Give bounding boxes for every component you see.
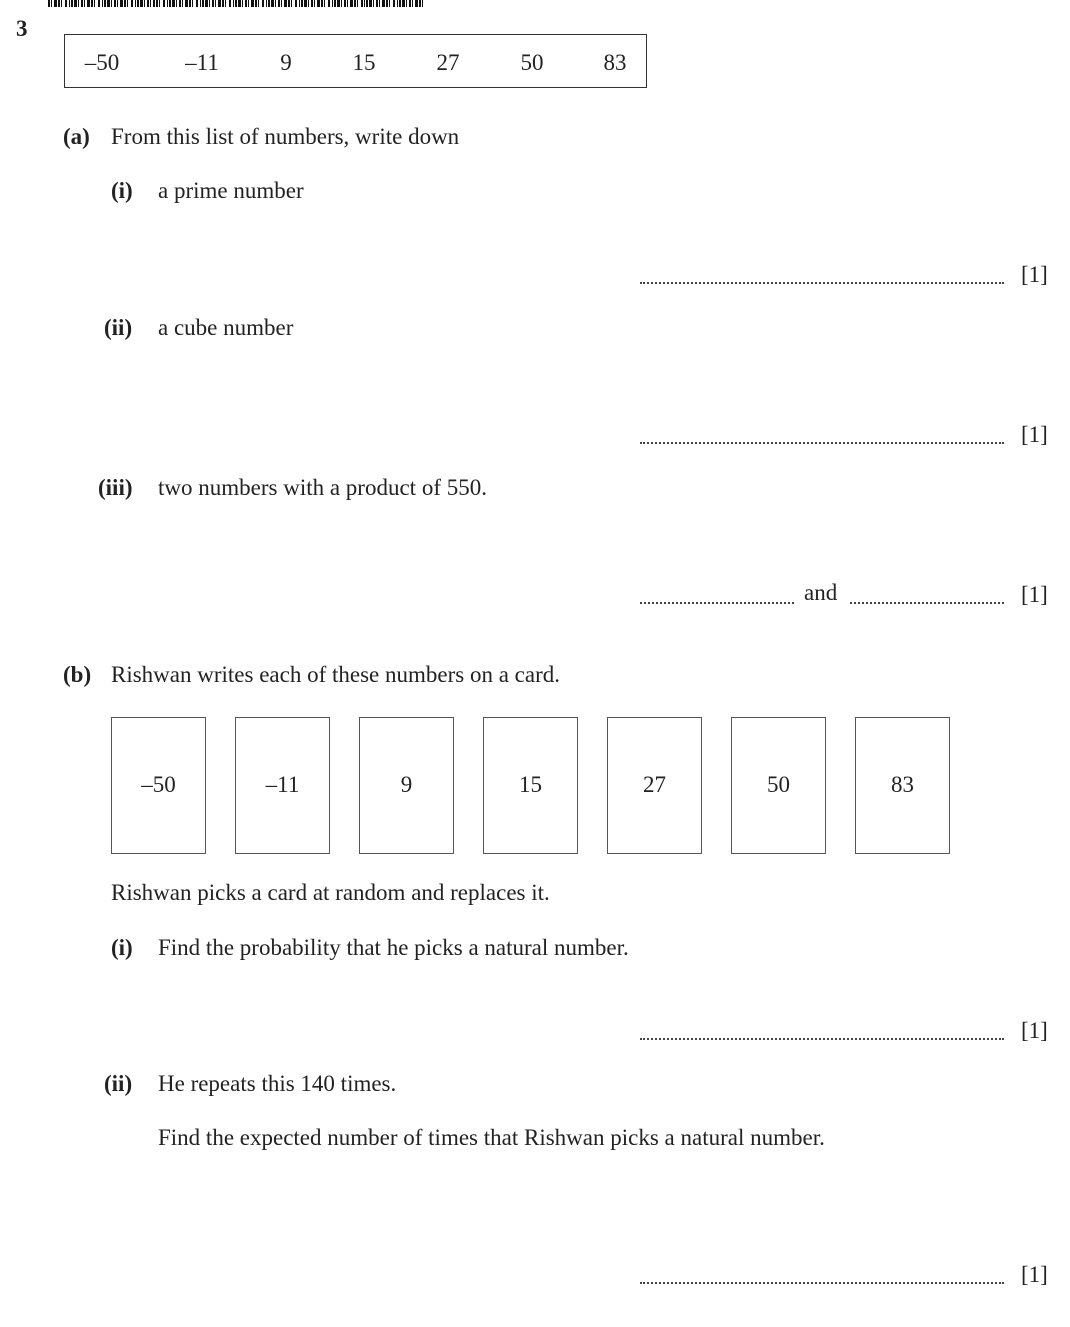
number-card [731,717,826,854]
part-b-intro: Rishwan writes each of these numbers on a card. [111,662,560,687]
number-card [855,717,950,854]
part-a-i-label: (i) [111,178,133,203]
list-number: 9 [280,50,292,75]
part-b-label: (b) [63,662,92,687]
part-a-label: (a) [63,124,90,149]
card-number: 83 [891,772,914,797]
question-number: 3 [16,16,28,41]
mark-a-iii: [1] [1021,582,1048,607]
part-b-i-text: Find the probability that he picks a natural number. [158,935,629,960]
part-b-ii-text2: Find the expected number of times that Rishwan picks a natural number. [158,1125,825,1150]
card-number: 9 [400,772,413,797]
list-number: 27 [436,50,460,75]
answer-line-b-ii[interactable] [640,1262,1004,1288]
number-card [607,717,702,854]
number-card [483,717,578,854]
number-card [359,717,454,854]
number-card [235,717,330,854]
part-b-i-label: (i) [111,935,133,960]
card-number: 50 [767,772,790,797]
mark-b-i: [1] [1021,1018,1048,1043]
part-a-intro: From this list of numbers, write down [111,124,460,149]
part-a-iii-text: two numbers with a product of 550. [158,475,487,500]
mark-a-i: [1] [1021,262,1048,287]
part-b-ii-label: (ii) [104,1071,133,1096]
part-a-iii-label: (iii) [98,475,133,500]
list-number: 15 [352,50,376,75]
list-number: 50 [520,50,544,75]
number-list-box [64,34,647,88]
answer-line-a-i[interactable] [640,262,1004,288]
and-word: and [804,580,838,605]
list-number: –50 [84,50,120,75]
answer-line-a-iii-second[interactable] [850,582,1004,608]
part-a-ii-label: (ii) [104,315,133,340]
part-a-ii-text: a cube number [158,315,294,340]
mark-b-ii: [1] [1021,1262,1048,1287]
part-b-statement: Rishwan picks a card at random and replaces it. [111,880,550,905]
part-a-i-text: a prime number [158,178,304,203]
answer-line-a-ii[interactable] [640,422,1004,448]
part-b-ii-text1: He repeats this 140 times. [158,1071,397,1096]
list-number: 83 [603,50,627,75]
card-number: –11 [265,772,300,797]
card-number: 15 [519,772,542,797]
list-number: –11 [185,50,219,75]
card-number: 27 [643,772,666,797]
mark-a-ii: [1] [1021,422,1048,447]
number-card [111,717,206,854]
card-number: –50 [141,772,176,797]
answer-line-b-i[interactable] [640,1018,1004,1044]
barcode [48,0,426,7]
answer-line-a-iii-first[interactable] [640,582,794,608]
